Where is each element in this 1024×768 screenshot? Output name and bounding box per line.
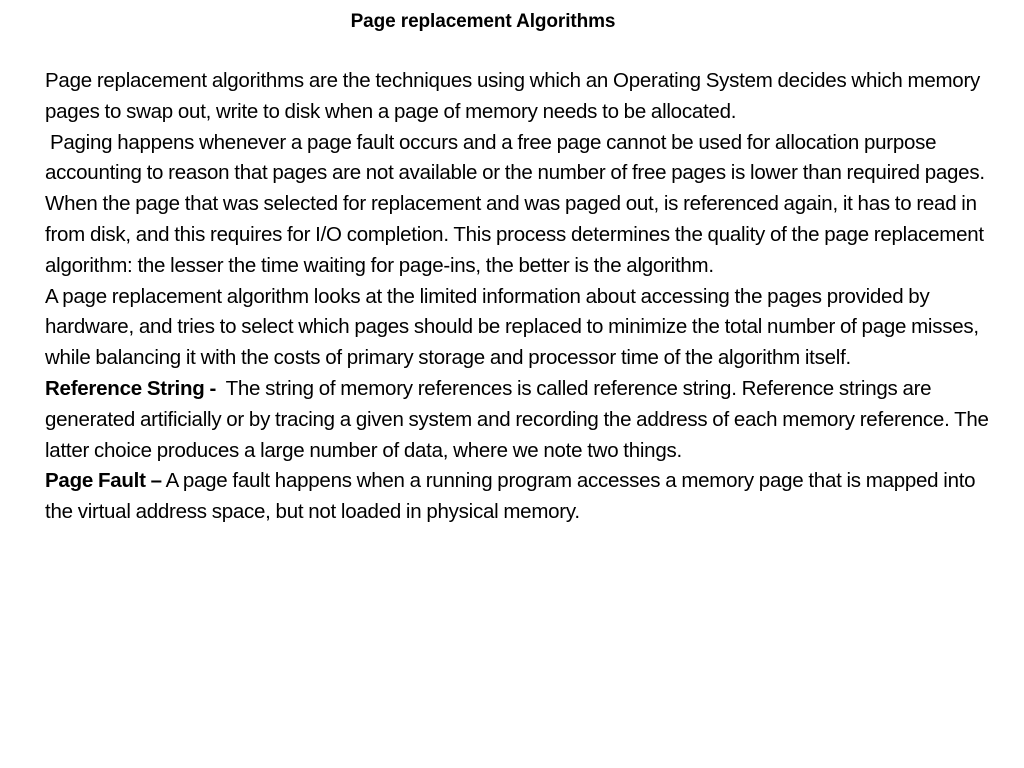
page-title: Page replacement Algorithms	[350, 11, 616, 32]
page-fault-term: Page Fault –	[45, 469, 162, 493]
paragraph-paged-out: When the page that was selected for replacement and was paged out, is referenced again, it has to read in from disk, and this requires for I/O completion. This process determines the quality of the page replacement algorithm: the lesser the time waiting for page-ins, the better is the algorithm.	[45, 192, 984, 277]
page-fault-definition: A page fault happens when a running program accesses a memory page that is mapped into the virtual address space, but not loaded in physical memory.	[45, 469, 976, 524]
paragraph-reference-string	[45, 374, 994, 466]
paragraph-intro: Page replacement algorithms are the techniques using which an Operating System decides which memory pages to swap out, write to disk when a page of memory needs to be allocated.	[45, 69, 981, 123]
paragraph-paging: Paging happens whenever a page fault occurs and a free page cannot be used for allocation purpose accounting to reason that pages are not available or the number of free pages is lower than required pages.	[45, 130, 985, 185]
reference-string-term: Reference String -	[45, 376, 222, 400]
body-text	[45, 66, 994, 528]
paragraph-page-fault	[45, 466, 990, 528]
reference-string-definition: The string of memory references is called reference string. Reference strings are generated artificially or by tracing a given system and recording the address of each memory reference. The latter choice produces a large number of data, where we note two things.	[45, 376, 994, 462]
paragraph-algorithm: A page replacement algorithm looks at the limited information about accessing the pages provided by hardware, and tries to select which pages should be replaced to minimize the total number of page misses, while balancing it with the costs of primary storage and processor time of the algorithm itself.	[45, 284, 979, 370]
